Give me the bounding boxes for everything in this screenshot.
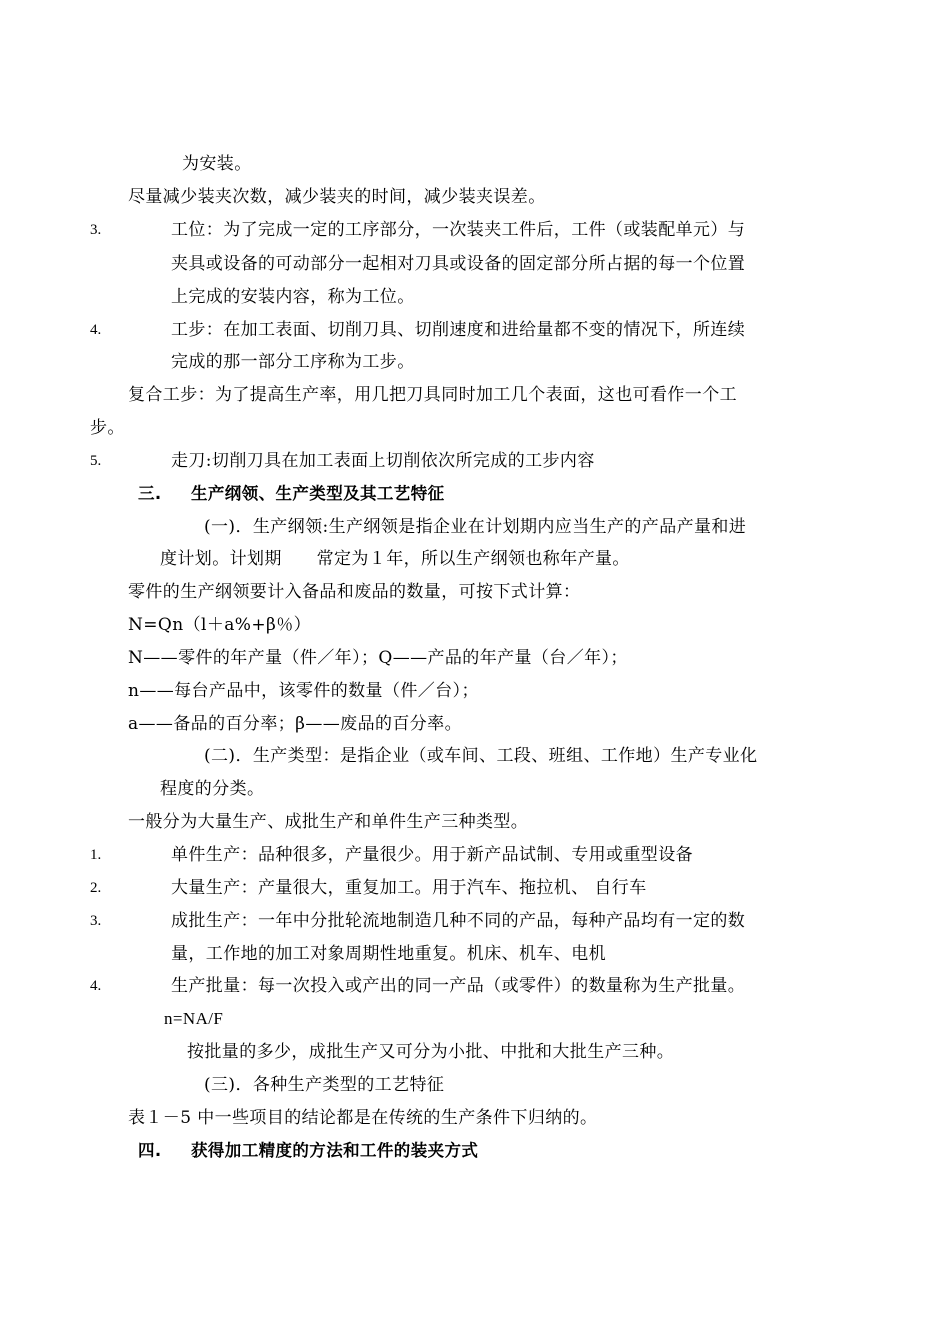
text-line: 单件生产：品种很多，产量很少。用于新产品试制、专用或重型设备 xyxy=(171,845,693,865)
text-line: 夹具或设备的可动部分一起相对刀具或设备的固定部分所占据的每一个位置 xyxy=(171,254,746,274)
text-line: 步。 xyxy=(90,418,125,438)
text-line: n——每台产品中，该零件的数量（件／台）； xyxy=(128,681,479,701)
list-number: 4. xyxy=(90,322,102,338)
text-line: 按批量的多少，成批生产又可分为小批、中批和大批生产三种。 xyxy=(187,1042,675,1062)
text-line: 度计划。计划期 常定为１年，所以生产纲领也称年产量。 xyxy=(160,549,630,569)
text-line: 尽量减少装夹次数，减少装夹的时间，减少装夹误差。 xyxy=(128,187,546,207)
text-line: 完成的那一部分工序称为工步。 xyxy=(171,352,415,372)
text-line: (二)．生产类型：是指企业（或车间、工段、班组、工作地）生产专业化 xyxy=(204,746,758,766)
section-number: 四. xyxy=(138,1141,162,1160)
text-line: 量，工作地的加工对象周期性地重复。机床、机车、电机 xyxy=(171,944,606,964)
section-heading: 生产纲领、生产类型及其工艺特征 xyxy=(191,484,445,503)
list-number: 2. xyxy=(90,880,102,896)
text-line: 为安装。 xyxy=(182,154,252,174)
list-number: 1. xyxy=(90,847,102,863)
text-line: 成批生产：一年中分批轮流地制造几种不同的产品，每种产品均有一定的数 xyxy=(171,911,746,931)
text-line: 复合工步：为了提高生产率，用几把刀具同时加工几个表面，这也可看作一个工 xyxy=(128,385,737,405)
formula: N=Qn（l＋a%+β％） xyxy=(128,615,312,635)
text-line: 上完成的安装内容，称为工位。 xyxy=(171,287,415,307)
text-line: 工位：为了完成一定的工序部分，一次装夹工件后，工件（或装配单元）与 xyxy=(171,220,746,240)
list-number: 5. xyxy=(90,453,102,469)
text-line: 一般分为大量生产、成批生产和单件生产三种类型。 xyxy=(128,812,529,832)
list-number: 3. xyxy=(90,913,102,929)
list-number: 3. xyxy=(90,222,102,238)
text-line: 程度的分类。 xyxy=(160,779,265,799)
section-number: 三. xyxy=(138,484,162,503)
text-line: (三)．各种生产类型的工艺特征 xyxy=(204,1075,445,1095)
text-line: 走刀:切削刀具在加工表面上切削依次所完成的工步内容 xyxy=(171,451,595,471)
text-line: a——备品的百分率；β——废品的百分率。 xyxy=(128,714,462,734)
text-line: 零件的生产纲领要计入备品和废品的数量，可按下式计算： xyxy=(128,582,581,602)
text-line: 大量生产：产量很大，重复加工。用于汽车、拖拉机、 自行车 xyxy=(171,878,647,898)
text-line: N——零件的年产量（件／年）；Q——产品的年产量（台／年）； xyxy=(128,648,628,668)
text-line: 表１－5 中一些项目的结论都是在传统的生产条件下归纳的。 xyxy=(128,1108,598,1128)
text-line: (一)．生产纲领:生产纲领是指企业在计划期内应当生产的产品产量和进 xyxy=(204,517,747,537)
formula: n=NA/F xyxy=(164,1009,224,1028)
section-heading: 获得加工精度的方法和工件的装夹方式 xyxy=(191,1141,479,1160)
text-line: 工步：在加工表面、切削刀具、切削速度和进给量都不变的情况下，所连续 xyxy=(171,320,746,340)
text-line: 生产批量：每一次投入或产出的同一产品（或零件）的数量称为生产批量。 xyxy=(171,976,746,996)
list-number: 4. xyxy=(90,978,102,994)
